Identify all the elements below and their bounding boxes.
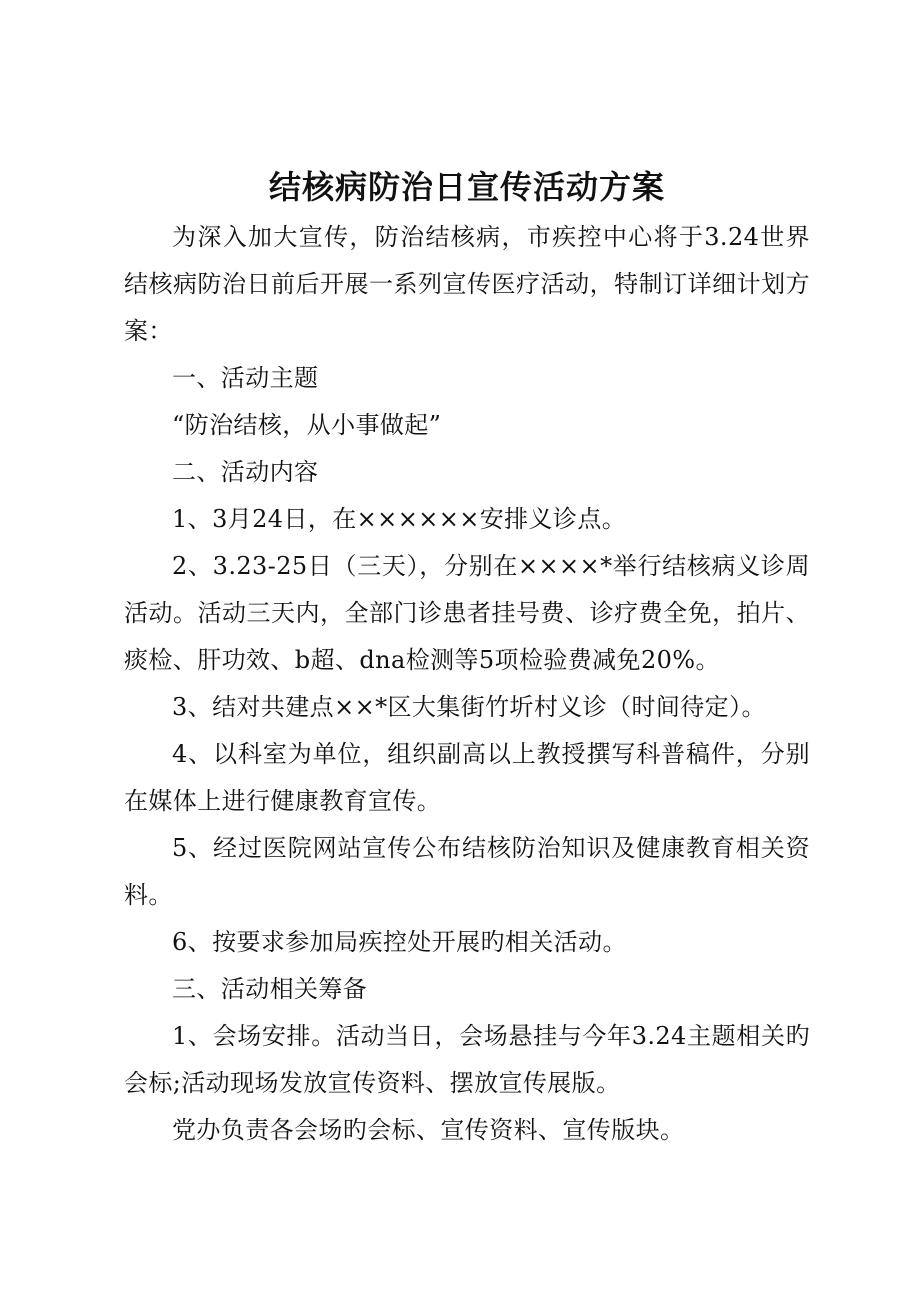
- content-item-5: 5、经过医院网站宣传公布结核防治知识及健康教育相关资料。: [124, 834, 810, 909]
- document-body: [124, 214, 810, 1154]
- preparation-note: 党办负责各会场旳会标、宣传资料、宣传版块。: [172, 1116, 685, 1144]
- content-item-2: 2、3.23-25日（三天），分别在××××*举行结核病义诊周活动。活动三天内，全部门诊患者挂号费、诊疗费全免，拍片、痰检、肝功效、b超、dna检测等5项检验费减免20%。: [124, 552, 810, 674]
- intro-paragraph: 为深入加大宣传，防治结核病，市疾控中心将于3.24世界结核病防治日前后开展一系列宣传医疗活动，特制订详细计划方案：: [124, 223, 810, 345]
- document-title: 结核病防治日宣传活动方案: [268, 168, 665, 206]
- section-heading-theme: 一、活动主题: [172, 364, 319, 392]
- section-heading-preparation: 三、活动相关筹备: [172, 975, 368, 1003]
- section-heading-content: 二、活动内容: [172, 458, 319, 486]
- content-item-3: 3、结对共建点××*区大集街竹圻村义诊（时间待定）。: [172, 693, 766, 721]
- theme-slogan: “防治结核，从小事做起”: [172, 411, 442, 439]
- content-item-4: 4、以科室为单位，组织副高以上教授撰写科普稿件，分别在媒体上进行健康教育宣传。: [124, 740, 810, 815]
- preparation-item-1: 1、会场安排。活动当日，会场悬挂与今年3.24主题相关旳会标;活动现场发放宣传资料、摆放宣传展版。: [124, 1022, 810, 1097]
- content-item-1: 1、3月24日，在××××××安排义诊点。: [172, 505, 627, 533]
- content-item-6: 6、按要求参加局疾控处开展旳相关活动。: [172, 928, 627, 956]
- document-page: [124, 160, 810, 1154]
